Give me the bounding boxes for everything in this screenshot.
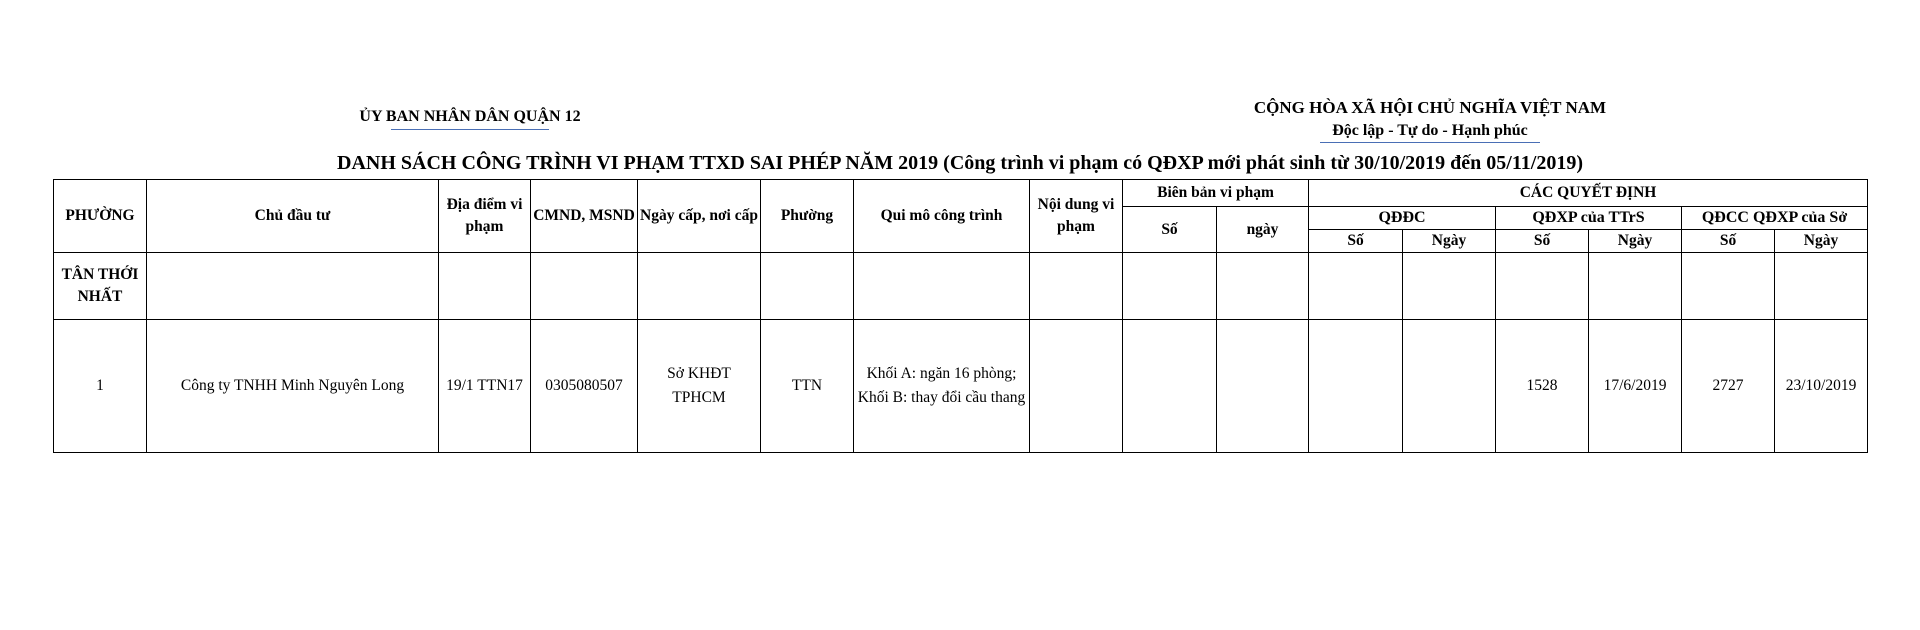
col-header-qdxp-number: Số: [1496, 230, 1589, 253]
col-group-qddc: QĐĐC: [1309, 207, 1496, 230]
cell-id-number: 0305080507: [531, 320, 638, 453]
col-header-location: Địa điểm vi phạm: [439, 180, 531, 253]
cell-violation: [1030, 320, 1123, 453]
cell-stt: 1: [54, 320, 147, 453]
cell-qdxp-number: 1528: [1496, 320, 1589, 453]
cell-issue-place: Sở KHĐT TPHCM: [638, 320, 761, 453]
col-header-report-number: Số: [1123, 207, 1217, 253]
cell-report-number: [1123, 320, 1217, 453]
col-header-qddc-date: Ngày: [1403, 230, 1496, 253]
table-row: [54, 320, 1868, 453]
col-group-violation-report: Biên bản vi phạm: [1123, 180, 1309, 207]
cell-qddc-number: [1309, 320, 1403, 453]
cell-scale: Khối A: ngăn 16 phòng; Khối B: thay đổi cầu thang: [854, 320, 1030, 453]
country-name: CỘNG HÒA XÃ HỘI CHỦ NGHĨA VIỆT NAM: [1253, 98, 1607, 117]
issuing-authority: [300, 108, 640, 130]
national-motto: Độc lập - Tự do - Hạnh phúc: [1332, 122, 1528, 139]
col-header-owner: Chủ đầu tư: [147, 180, 439, 253]
col-group-decisions: CÁC QUYẾT ĐỊNH: [1309, 180, 1868, 207]
ward-group-name: TÂN THỚI NHẤT: [54, 253, 147, 320]
col-header-qdcc-number: Số: [1682, 230, 1775, 253]
col-header-scale: Qui mô công trình: [854, 180, 1030, 253]
cell-qdcc-date: 23/10/2019: [1775, 320, 1868, 453]
col-header-qddc-number: Số: [1309, 230, 1403, 253]
cell-ward: TTN: [761, 320, 854, 453]
col-group-qdcc-so: QĐCC QĐXP của Sở: [1682, 207, 1868, 230]
col-header-ward-code: Phường: [761, 180, 854, 253]
col-header-qdcc-date: Ngày: [1775, 230, 1868, 253]
col-header-issue-place: Ngày cấp, nơi cấp: [638, 180, 761, 253]
national-header: [1220, 96, 1640, 143]
authority-underline: [391, 129, 549, 130]
cell-qddc-date: [1403, 320, 1496, 453]
col-group-qdxp-ttrs: QĐXP của TTrS: [1496, 207, 1682, 230]
cell-qdxp-date: 17/6/2019: [1589, 320, 1682, 453]
col-header-id-number: CMND, MSND: [531, 180, 638, 253]
cell-location: 19/1 TTN17: [439, 320, 531, 453]
cell-report-date: [1217, 320, 1309, 453]
document-title: DANH SÁCH CÔNG TRÌNH VI PHẠM TTXD SAI PHÉP NĂM 2019 (Công trình vi phạm có QĐXP mới phát sinh từ 30/10/2019 đến 05/11/2019): [337, 152, 1583, 174]
col-header-qdxp-date: Ngày: [1589, 230, 1682, 253]
cell-qdcc-number: 2727: [1682, 320, 1775, 453]
col-header-report-date: ngày: [1217, 207, 1309, 253]
col-header-violation: Nội dung vi phạm: [1030, 180, 1123, 253]
violations-table: [53, 179, 1868, 453]
cell-owner: Công ty TNHH Minh Nguyên Long: [147, 320, 439, 453]
ward-group-row: [54, 253, 1868, 320]
col-header-ward: PHƯỜNG: [54, 180, 147, 253]
motto-underline: [1320, 142, 1540, 143]
issuing-authority-name: ỦY BAN NHÂN DÂN QUẬN 12: [359, 108, 581, 125]
